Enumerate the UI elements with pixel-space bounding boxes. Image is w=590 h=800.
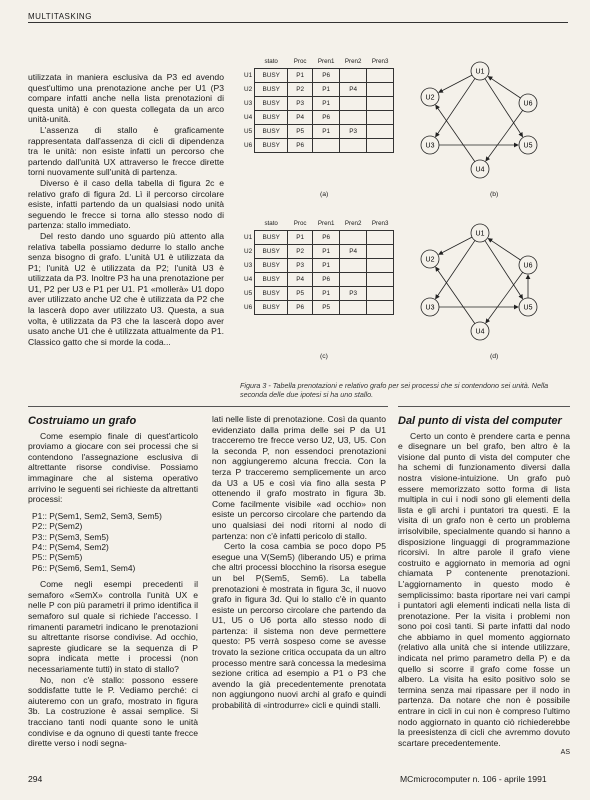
table-row — [242, 111, 394, 125]
body-paragraph: Del resto dando uno sguardo più attento alla relativa tabella possiamo dedurre lo stallo anche senza bisogno di grafo. L'unità U1 è utilizzata da P1; l'unità U2 è utilizzata da P2; l'unità U3 è utilizzata da P3. Inoltre P3 ha una prenotazione per U1, P2 per U3 e P1 per U1. P1 «mollerà» U1 dopo aver utilizzato anche U2 che è utilizzata da P2 che la lascerà dopo aver utilizzato U3. Questa, a sua volta, è utilizzata da P3 che la lascerà dopo aver usato anche U1 che è utilizzata attualmente da P1. Classico gatto che si morde la coda... — [28, 230, 224, 347]
table-row — [242, 259, 394, 273]
table-cell: P6 — [313, 273, 340, 287]
body-paragraph: Come negli esempi precedenti il semaforo «SemX» controlla l'unità UX e nelle P con più parametri il primo identifica il semaforo sul quale si richiede l'accesso. I rimanenti parametri indicano le prenotazioni su altrettante risorse condivise. Ad occhio, sapreste giudicare se la sequenza di P sopra indicata mette i processi (non necessariamente tutti) in stato di stallo? — [28, 579, 198, 674]
table-header: Pren2 — [344, 58, 362, 65]
graph-node-label: U4 — [475, 328, 485, 336]
table-cell: P6 — [313, 231, 340, 245]
table-cell: BUSY — [255, 97, 288, 111]
table-cell — [367, 231, 394, 245]
body-paragraph: Certo la cosa cambia se poco dopo P5 esegue una V(Sem5) (liberando U5) e prima che altri processi blocchino la risorsa esegue un bel P(Sem5, Sem6). La tabella prenotazioni è mostrata in figura 3c, il nuovo grafo in figura 3d. Qui lo stallo c'è in quanto esiste un percorso circolare che partendo da U1, U5 o U6 porta allo stesso nodo di partenza: il sistema non deve permettere questo: P5 verrà sospeso come se avesse trovato la sezione critica occupata da un altro processo mentre sarà concessa la medesima sezione critica ad esempio a P1 o P3 che avendo la già precedentemente prenotata non aggiungono nuovi archi al grafo e quindi probabilità di «introdurre» cicli e quindi stalli. — [212, 541, 386, 711]
label-c: (c) — [320, 353, 328, 360]
table-row — [242, 69, 394, 83]
section-label: MULTITASKING — [28, 12, 92, 21]
graph-b — [416, 59, 546, 189]
table-cell: P5 — [288, 125, 313, 139]
figure-caption: Figura 3 - Tabella prenotazioni e relativo grafo per sei processi che si contendono sei unità. Nella seconda delle due ipotesi si ha uno stallo. — [240, 381, 549, 399]
graph-node-label: U2 — [425, 94, 435, 102]
left-column — [28, 72, 224, 347]
table-cell — [340, 97, 367, 111]
unit-label: U1 — [244, 234, 253, 241]
graph-node-label: U6 — [523, 100, 533, 108]
table-row — [242, 245, 394, 259]
graph-edge — [436, 267, 475, 323]
table-cell: P1 — [313, 83, 340, 97]
graph-edge — [488, 77, 520, 98]
graph-edge — [436, 240, 475, 298]
unit-label: U4 — [244, 114, 253, 121]
right-section-title: Dal punto di vista del computer — [398, 415, 562, 427]
table-row — [242, 287, 394, 301]
table-cell: P1 — [313, 97, 340, 111]
table-cell — [340, 111, 367, 125]
body-paragraph: utilizzata in maniera esclusiva da P3 ed avendo quest'ultimo una prenotazione anche per U1 (P3 compare infatti anche nella lista prenotazioni di questa unità) è con questa collegata da un arco unità-unità. — [28, 72, 224, 125]
table-cell: P1 — [313, 287, 340, 301]
unit-label: U5 — [244, 290, 253, 297]
table-cell: P1 — [313, 125, 340, 139]
table-cell: P2 — [288, 83, 313, 97]
graph-node-label: U6 — [523, 262, 533, 270]
unit-label: U2 — [244, 86, 253, 93]
table-cell: BUSY — [255, 83, 288, 97]
body-paragraph: lati nelle liste di prenotazione. Così da quanto evidenziato dalla prima delle sei P da U1 tracceremo tre frecce verso U2, U3, U5. Con la seconda P, non essendoci prenotazioni non aggiungeremo alcuna freccia. Con la terza P tracceremo semplicemente un arco da U3 a U5 e così via fino alla sesta P ottenendo il grafo mostrato in figura 3b. Come facilmente visibile «ad occhio» non esiste un percorso circolare che partendo da uno qualsiasi dei nodi ritorni al nodo di partenza: non c'è infatti pericolo di stallo. — [212, 414, 386, 541]
unit-label: U6 — [244, 142, 253, 149]
table-row — [242, 139, 394, 153]
table-cell: P4 — [288, 273, 313, 287]
table-cell: BUSY — [255, 69, 288, 83]
unit-label: U4 — [244, 276, 253, 283]
graph-node-label: U2 — [425, 256, 435, 264]
body-paragraph: No, non c'è stallo: possono essere soddisfatte tutte le P. Vediamo perché: ci aiuteremo con un grafo, mostrato in figura 3b. La costruzione è assai semplice. Si tracciano tanti nodi quante sono le unità condivise e da ognuno di questi tante frecce dirette verso i nodi segna- — [28, 674, 198, 749]
table-row — [242, 231, 394, 245]
running-header — [28, 6, 568, 23]
code-line: P3:: P(Sem3, Sem5) — [32, 531, 109, 542]
label-b: (b) — [490, 191, 499, 198]
table-cell — [367, 97, 394, 111]
table-cell — [367, 111, 394, 125]
table-header: Proc — [293, 58, 307, 65]
reservation-table — [242, 217, 394, 315]
unit-label: U5 — [244, 128, 253, 135]
code-line: P5:: P(Sem5) — [32, 552, 83, 563]
table-row — [242, 273, 394, 287]
graph-node-label: U3 — [425, 142, 435, 150]
unit-label: U3 — [244, 262, 253, 269]
section-divider-left — [28, 406, 388, 407]
table-cell: P3 — [340, 125, 367, 139]
table-cell — [340, 273, 367, 287]
section-column-2 — [212, 414, 386, 711]
table-cell: P2 — [288, 245, 313, 259]
table-cell: P1 — [313, 259, 340, 273]
code-listing — [32, 511, 198, 573]
unit-label: U1 — [244, 72, 253, 79]
graph-node-label: U3 — [425, 304, 435, 312]
unit-label: U2 — [244, 248, 253, 255]
table-row — [242, 97, 394, 111]
table-cell: BUSY — [255, 273, 288, 287]
table-header: stato — [264, 220, 278, 227]
graph-node-label: U4 — [475, 166, 485, 174]
body-paragraph: Diverso è il caso della tabella di figura 2c e relativo grafo di figura 2d. Lì il percorso circolare esiste, infatti partendo da un qualsiasi nodo unità seguendo le frecce si torna allo stesso nodo di partenza: stallo immediato. — [28, 177, 224, 231]
table-header: Pren1 — [317, 220, 335, 227]
table-cell — [367, 83, 394, 97]
table-header: Pren2 — [344, 220, 362, 227]
table-cell — [367, 139, 394, 153]
table-cell: BUSY — [255, 139, 288, 153]
table-cell — [340, 259, 367, 273]
graph-d — [416, 221, 546, 351]
table-cell — [367, 287, 394, 301]
body-paragraph: L'assenza di stallo è graficamente rappresentata dall'assenza di cicli di dipendenza tra le unità: non esiste infatti un percorso che partendo dall'unità UX attraverso le frecce dirette torni nuovamente sull'unità di partenza. — [28, 124, 224, 178]
right-column — [398, 414, 570, 759]
section-column-1 — [28, 414, 198, 749]
reservation-table — [242, 55, 394, 153]
graph-edge — [486, 272, 523, 323]
graph-node-label: U1 — [475, 68, 485, 76]
table-cell — [367, 125, 394, 139]
unit-label: U6 — [244, 304, 253, 311]
table-cell — [367, 69, 394, 83]
graph-edge — [436, 78, 475, 136]
graph-edge — [488, 239, 520, 260]
table-cell — [313, 139, 340, 153]
table-cell: P4 — [288, 111, 313, 125]
graph-node-label: U5 — [523, 304, 533, 312]
table-cell: P3 — [340, 287, 367, 301]
table-cell: BUSY — [255, 259, 288, 273]
table-cell: P5 — [313, 301, 340, 315]
table-cell: P4 — [340, 245, 367, 259]
code-line: P6:: P(Sem6, Sem1, Sem4) — [32, 562, 136, 573]
table-cell — [340, 69, 367, 83]
label-a: (a) — [320, 191, 329, 198]
table-cell: P1 — [288, 69, 313, 83]
table-cell: BUSY — [255, 125, 288, 139]
table-cell: P6 — [288, 139, 313, 153]
graph-edge — [486, 110, 523, 161]
table-cell: P4 — [340, 83, 367, 97]
table-cell: BUSY — [255, 111, 288, 125]
section-divider-right — [398, 406, 570, 407]
graph-edge — [436, 105, 475, 161]
table-row — [242, 301, 394, 315]
code-line: P1:: P(Sem1, Sem2, Sem3, Sem5) — [32, 510, 162, 521]
table-cell: BUSY — [255, 301, 288, 315]
table-header: Pren3 — [371, 220, 389, 227]
table-cell: P3 — [288, 259, 313, 273]
table-cell: P1 — [288, 231, 313, 245]
page-number: 294 — [28, 774, 43, 784]
table-header: stato — [264, 58, 278, 65]
table-cell: P6 — [313, 69, 340, 83]
table-cell — [367, 259, 394, 273]
table-row — [242, 83, 394, 97]
table-row — [242, 125, 394, 139]
table-cell — [340, 231, 367, 245]
table-cell: BUSY — [255, 245, 288, 259]
code-line: P4:: P(Sem4, Sem2) — [32, 541, 109, 552]
code-line: P2:: P(Sem2) — [32, 521, 83, 532]
table-header: Pren1 — [317, 58, 335, 65]
table-cell — [367, 301, 394, 315]
label-d: (d) — [490, 353, 499, 360]
table-cell: P1 — [313, 245, 340, 259]
table-header: Proc — [293, 220, 307, 227]
magazine-issue: MCmicrocomputer n. 106 - aprile 1991 — [400, 774, 547, 784]
graph-node-label: U5 — [523, 142, 533, 150]
figure-3 — [236, 55, 572, 395]
section-title: Costruiamo un grafo — [28, 415, 137, 427]
table-cell: BUSY — [255, 287, 288, 301]
table-cell — [367, 273, 394, 287]
table-cell: P6 — [288, 301, 313, 315]
table-cell: BUSY — [255, 231, 288, 245]
graph-node-label: U1 — [475, 230, 485, 238]
table-cell: P3 — [288, 97, 313, 111]
table-cell — [367, 245, 394, 259]
table-cell: P6 — [313, 111, 340, 125]
table-cell — [340, 139, 367, 153]
body-paragraph: Certo un conto è prendere carta e penna e disegnare un bel grafo, ben altro è la visione dal punto di vista del computer che ha schemi di funzionamento diversi dalla nostra visione-intuizione. Un grafo può essere memorizzato sotto forma di lista multipla in cui i nodi sono gli elementi della lista e gli archi i puntatori tra questi. E la visita di un grafo non è certo un problema irrisolvibile, specialmente quando si hanno a disposizione linguaggi di programmazione ricorsivi. In altre parole il grafo viene costruito e aggiornato in memoria ad ogni chiamata P contenente prenotazioni. L'aggiornamento in questo modo è semplicissimo: basta riportare nei vari campi i puntatori agli elementi indicati nella lista di prenotazione. Per la visita i problemi non sono poi così tanti. Si parte infatti dal nodo che abbiamo in quel momento aggiornato (relativo alla unità che si intende utilizzare, indicata nel primo parametro della P) e da quello si scorre il grafo come fosse un albero. La visita ha esito positivo solo se termina senza mai ripassare per il nodo in partenza. Da notare che non è possibile entrare in cicli in cui non è compreso l'ultimo nodo aggiornato in quanto ciò richiederebbe la preesistenza di cicli che avremmo dovuto scartare precedentemente. — [398, 430, 570, 748]
author-signature: AS — [560, 749, 570, 757]
body-paragraph: Come esempio finale di quest'articolo proviamo a giocare con sei processi che si contendono l'assegnazione esclusiva di altrettante risorse condivise. Possiamo immaginare che al sistema operativo arrivino le seguenti sei richieste da altrettanti processi: — [28, 430, 198, 505]
table-cell — [340, 301, 367, 315]
table-cell: P5 — [288, 287, 313, 301]
table-header: Pren3 — [371, 58, 389, 65]
unit-label: U3 — [244, 100, 253, 107]
